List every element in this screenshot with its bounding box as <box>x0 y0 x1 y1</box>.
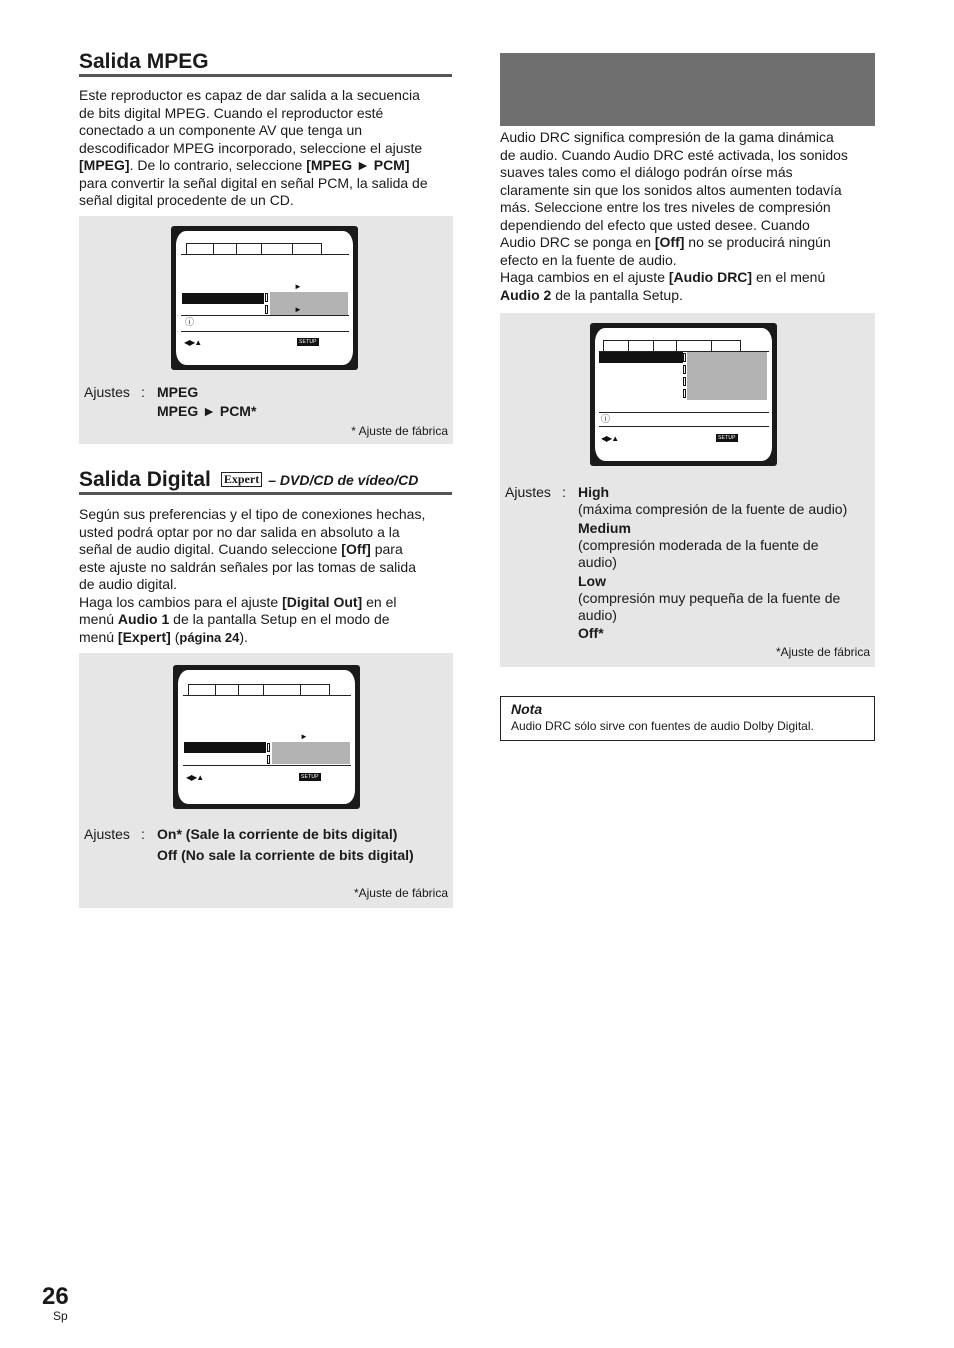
expert-badge: Expert <box>221 472 262 487</box>
mpeg-description: Este reproductor es capaz de dar salida a la secuencia de bits digital MPEG. Cuando el reproductor esté conectado a un componente AV que tenga un descodificador MPEG incorporado, seleccione el ajuste [MPEG]. De lo contrario, seleccione [MPEG ► PCM] para convertir la señal digital en señal PCM, la salida de señal digital procedente de un CD. <box>79 87 428 208</box>
option-medium: Medium <box>578 520 631 536</box>
language-code: Sp <box>53 1309 68 1323</box>
digital-description: Según sus preferencias y el tipo de conexiones hechas, usted podrá optar por no dar salida en absoluto a la señal de audio digital. Cuando seleccione [Off] para este ajuste no saldrán señales por las tomas de salida de audio digital. Haga los cambios para el ajuste [Digital Out] en el menú Audio 1 de la pantalla Setup en el modo de menú [Expert] (página 24). <box>79 506 426 645</box>
digital-section-title: Salida Digital Expert – DVD/CD de vídeo/CD <box>79 469 452 495</box>
arrow-icon: ► <box>294 282 302 291</box>
option-off: Off (No sale la corriente de bits digital) <box>157 847 414 863</box>
note-text: Audio DRC sólo sirve con fuentes de audio Dolby Digital. <box>511 719 814 733</box>
digital-settings-box: ► ◀▶▲ SETUP Ajustes : On* (Sale la corriente de bits digital) Off (No sale la corriente de bits digital) *Ajuste de fábrica <box>79 653 453 908</box>
navigation-arrows-icon: ◀▶▲ <box>184 338 202 347</box>
settings-label: Ajustes <box>84 826 130 842</box>
setup-label: SETUP <box>718 435 736 441</box>
tv-screen-illustration <box>173 665 360 809</box>
arrow-icon: ► <box>300 732 308 741</box>
option-on: On* (Sale la corriente de bits digital) <box>157 826 398 842</box>
arrow-icon: ► <box>294 305 302 314</box>
factory-default-note: *Ajuste de fábrica <box>353 886 448 900</box>
factory-default-note: *Ajuste de fábrica <box>775 645 870 659</box>
drc-header-bar <box>500 53 875 126</box>
tv-screen-illustration <box>590 323 777 466</box>
mpeg-section-title: Salida MPEG <box>79 51 452 77</box>
tv-screen-illustration <box>171 226 358 370</box>
info-icon: ⓘ <box>601 414 611 424</box>
option-mpeg: MPEG <box>157 384 199 400</box>
settings-label: Ajustes <box>505 484 551 500</box>
note-title: Nota <box>511 701 543 717</box>
mpeg-settings-box: ► ► ⓘ ◀▶▲ SETUP Ajustes : MPEG MPEG ► PCM* * Ajuste de fábrica <box>79 216 453 444</box>
settings-label: Ajustes <box>84 384 130 400</box>
option-low: Low <box>578 573 606 589</box>
drc-settings-box: ⓘ ◀▶▲ SETUP Ajustes : High (máxima compresión de la fuente de audio) Medium (compresión moderada de la fuente de audio) Low (compresión muy pequeña de la fuente de audio) Off* *Ajuste de fábrica <box>500 313 875 667</box>
page-number: 26 <box>42 1283 69 1310</box>
option-mpeg-pcm: MPEG ► PCM* <box>157 403 257 419</box>
navigation-arrows-icon: ◀▶▲ <box>186 773 204 782</box>
factory-default-note: * Ajuste de fábrica <box>351 424 448 438</box>
option-high: High <box>578 484 610 500</box>
drc-description: Audio DRC significa compresión de la gama dinámica de audio. Cuando Audio DRC esté activada, los sonidos suaves tales como el diálogo podrán oírse más claramente sin que los sonidos altos aumenten todavía más. Seleccione entre los tres niveles de compresión dependiendo del efecto que usted desee. Cuando Audio DRC se ponga en [Off] no se producirá ningún efecto en la fuente de audio. Haga cambios en el ajuste [Audio DRC] en el menú Audio 2 de la pantalla Setup. <box>500 129 848 303</box>
section-subtitle: – DVD/CD de vídeo/CD <box>268 472 419 488</box>
navigation-arrows-icon: ◀▶▲ <box>601 434 619 443</box>
setup-label: SETUP <box>299 339 317 345</box>
info-icon: ⓘ <box>185 317 195 327</box>
option-off: Off* <box>578 625 604 641</box>
setup-label: SETUP <box>301 774 319 780</box>
note-box <box>500 696 875 741</box>
